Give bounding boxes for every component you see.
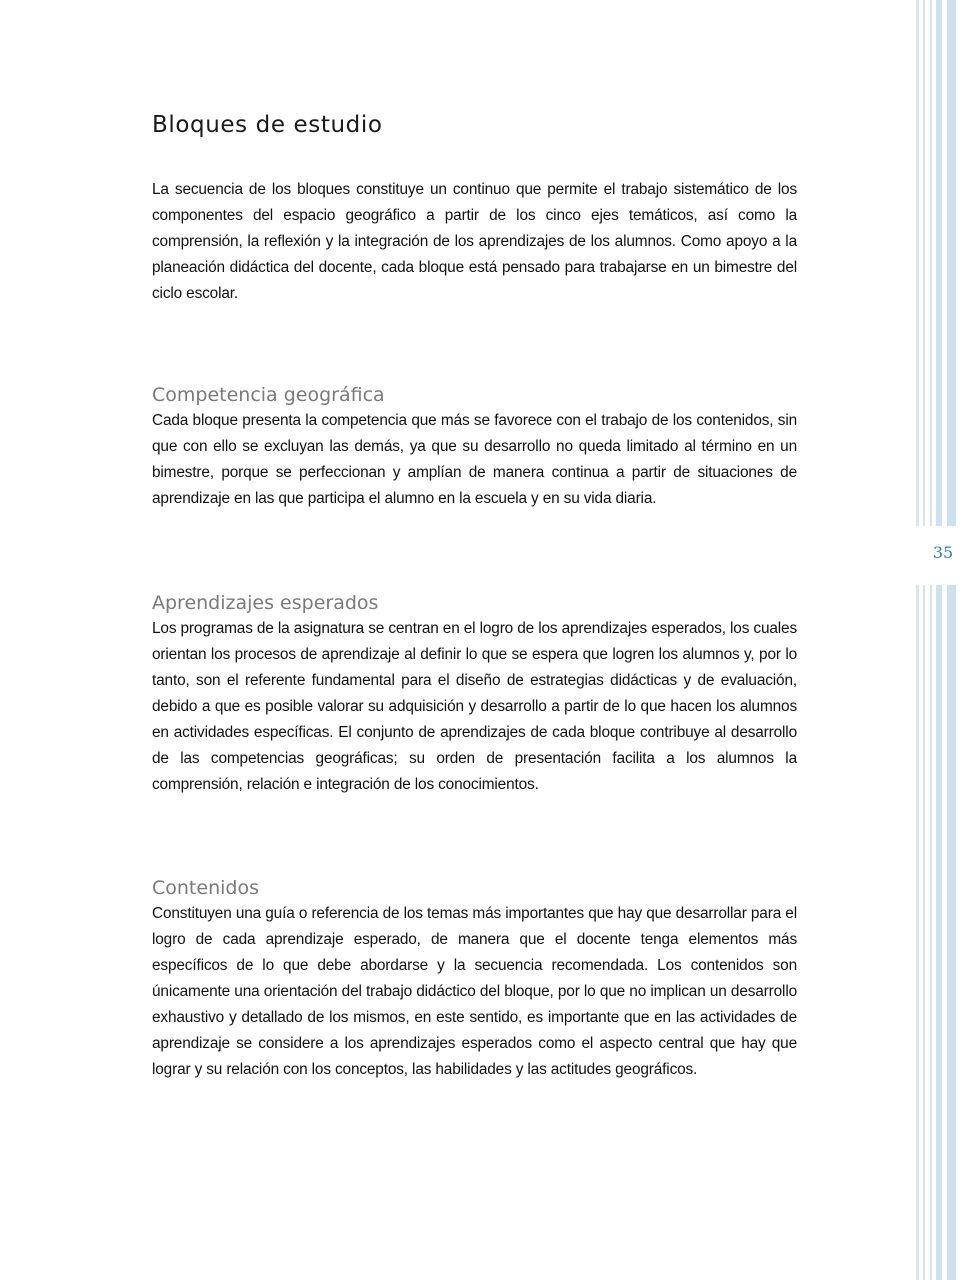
intro-section [152,177,797,307]
section-competencia-geografica [152,382,797,512]
stripe-line [916,0,919,526]
stripe-line [947,0,956,526]
stripe-line [923,0,925,526]
margin-stripes-top [912,0,972,526]
section-heading: Competencia geográfica [152,384,385,406]
stripe-line [947,585,956,1280]
intro-paragraph: La secuencia de los bloques constituye un continuo que permite el trabajo sistemático de los componentes del espacio geográfico a partir de los cinco ejes temáticos, así como la comprensión, la reflexión y la integración de los aprendizajes de los alumnos. Como apoyo a la planeación didáctica del docente, cada bloque está pensado para trabajarse en un bimestre del ciclo escolar. [152,181,797,302]
stripe-line [923,585,925,1280]
page-title: Bloques de estudio [152,112,383,138]
section-heading: Contenidos [152,877,259,899]
stripe-line [930,0,932,526]
stripe-line [930,585,932,1280]
stripe-line [936,585,942,1280]
section-paragraph: Los programas de la asignatura se centran en el logro de los aprendizajes esperados, los cuales orientan los procesos de aprendizaje al definir lo que se espera que logren los alumnos y, por lo tanto, son el referente fundamental para el diseño de estrategias didácticas y de evaluación, debido a que es posible valorar su adquisición y desarrollo a partir de lo que hacen los alumnos en actividades específicas. El conjunto de aprendizajes de cada bloque contribuye al desarrollo de las competencias geográficas; su orden de presentación facilita a los alumnos la comprensión, relación e integración de los conocimientos. [152,620,797,793]
section-heading: Aprendizajes esperados [152,592,379,614]
stripe-line [936,0,942,526]
margin-stripes-bottom [912,585,972,1280]
section-contenidos [152,875,797,1083]
page-number: 35 [932,543,954,562]
section-paragraph: Cada bloque presenta la competencia que más se favorece con el trabajo de los contenidos, sin que con ello se excluyan las demás, ya que su desarrollo no queda limitado al término en un bimestre, porque se perfeccionan y amplían de manera continua a partir de situaciones de aprendizaje en las que participa el alumno en la escuela y en su vida diaria. [152,412,797,507]
section-paragraph: Constituyen una guía o referencia de los temas más importantes que hay que desarrollar para el logro de cada aprendizaje esperado, de manera que el docente tenga elementos más específicos de lo que debe abordarse y la secuencia recomendada. Los contenidos son únicamente una orientación del trabajo didáctico del bloque, por lo que no implican un desarrollo exhaustivo y detallado de los mismos, en este sentido, es importante que en las actividades de aprendizaje se considere a los aprendizajes esperados como el aspecto central que hay que lograr y su relación con los conceptos, las habilidades y las actitudes geográficos. [152,905,797,1078]
section-aprendizajes-esperados [152,590,797,798]
stripe-line [916,585,919,1280]
